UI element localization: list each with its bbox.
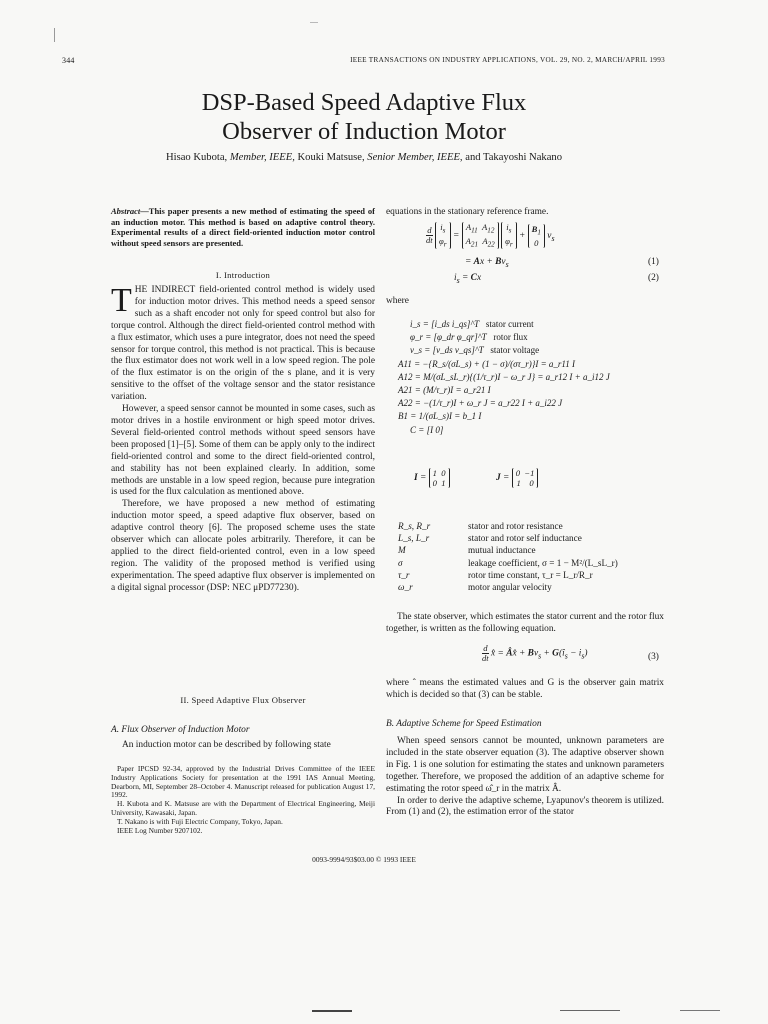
author-2-role: Senior Member, IEEE,: [367, 152, 463, 163]
equation-1-compact: = $Ax + Bv_s$: [465, 257, 509, 269]
equation-2-number: (2): [648, 273, 659, 283]
adaptive-paragraph-1: When speed sensors cannot be mounted, unknown parameters are included in the state observer equation (3). The adaptive observer shown in Fig. 1 is one solution for estimating the states and unknown parameters together. Therefore, we proposed the addition of an adaptive scheme for estimating the rotor speed ω̂_r in the matrix Â.: [386, 736, 664, 794]
def-stator-voltage: v_s = [v_ds v_qs]^T stator voltage: [410, 345, 540, 356]
def-C: C = [I 0]: [410, 424, 444, 435]
author-1: Hisao Kubota,: [165, 152, 228, 163]
symbol-angular-velocity: ω_r motor angular velocity: [398, 582, 552, 593]
abstract-text: —This paper presents a new method of estimating the speed of an induction motor. This method is based on adaptive control theory. Experimental results of a direct field-oriented induction motor control without speed sensors are presented.: [111, 206, 375, 248]
def-A12: A12 = M/(σL_sL_r){(1/τ_r)I − ω_r J} = a_r12 I + a_i12 J: [398, 371, 610, 382]
copyright-line: 0093-9994/93$03.00 © 1993 IEEE: [312, 855, 416, 864]
def-rotor-flux: φ_r = [φ_dr φ_qr]^T rotor flux: [410, 332, 528, 343]
subsection-b-heading: B. Adaptive Scheme for Speed Estimation: [386, 719, 542, 729]
def-A21: A21 = (M/τ_r)I = a_r21 I: [398, 385, 491, 396]
symbol-time-constant: τ_r rotor time constant, τ_r = L_r/R_r: [398, 569, 593, 580]
equation-2: $i_s = Cx$: [454, 273, 482, 285]
def-B1: B1 = 1/(σL_s)I = b_1 I: [398, 411, 482, 422]
symbol-list: [398, 520, 666, 593]
equation-1-number: (1): [648, 257, 659, 267]
rotation-matrix: J = 0 −1 1 0: [496, 468, 538, 488]
abstract-label: Abstract: [111, 206, 141, 216]
equation-3-number: (3): [648, 652, 659, 662]
equation-1: $\frac{d}{dt}$ $i_s$ $\varphi_r = A_{11}$ $A_{12}$ $A_{21}$ $A_{22}$ $i_s$ $\varphi_r + B_1$ 0 $v_s$: [426, 222, 555, 249]
def-stator-current: i_s = [i_ds i_qs]^T stator current: [410, 319, 534, 329]
subsection-a-heading: A. Flux Observer of Induction Motor: [111, 725, 250, 735]
footnote-4: IEEE Log Number 9207102.: [117, 825, 203, 835]
symbol-resistance: R_s, R_r stator and rotor resistance: [398, 521, 563, 531]
symbol-inductance: L_s, L_r stator and rotor self inductance: [398, 533, 582, 544]
system-matrix: $A_{11}$ $A_{12}$ $A_{21}$ $A_{22}$: [462, 222, 499, 249]
intro-paragraph-3: Therefore, we have proposed a new method of estimating induction motor speed, a speed adaptive flux observer, based on adaptive control theory [6]. The proposed scheme uses the state observer which can allocate poles arbitrarily. Therefore, it can be applied to the direct field-oriented control, even in a low speed region. The validity of the proposed method is verified using experimentation. The speed adaptive flux observer is implemented on a digital signal processor (DSP: NEC μPD77230).: [111, 499, 375, 593]
adaptive-paragraph-2: In order to derive the adaptive scheme, Lyapunov's theorem is utilized. From (1) and (2), the estimation error of the stator: [386, 795, 664, 818]
subsection-b-body: [386, 736, 664, 819]
running-header: IEEE TRANSACTIONS ON INDUSTRY APPLICATIONS, VOL. 29, NO. 2, MARCH/APRIL 1993: [350, 56, 665, 64]
observer-gain-paragraph: where ˆ means the estimated values and G is the observer gain matrix which is decided so that (3) can be stable.: [386, 678, 664, 700]
scan-mark: [560, 1010, 620, 1011]
footnote: [111, 765, 375, 835]
where-label: where: [386, 296, 409, 306]
equation-3: $\frac{d}{dt}$ x̂ = Âx̂ + $Bv_s$ + $G(î_s - i_s)$: [482, 643, 588, 663]
derivative-operator: $\frac{d}{dt}$: [426, 225, 433, 246]
variable-definitions: [398, 318, 670, 437]
subsection-a-body: [111, 740, 375, 752]
state-vector: $i_s$ $\varphi_r$: [435, 222, 451, 249]
def-A11: A11 = −{R_s/(σL_s) + (1 − σ)/(στ_r)}I = a_r11 I: [398, 358, 576, 369]
intro-paragraph-1: THE INDIRECT field-oriented control method is widely used for induction motor drives. This method needs a speed sensor such as a shaft encoder not only for speed control but also for torque control. Although the direct field-oriented control method with a flux estimator, which uses a pure integrator, does not need the speed sensor for torque control, this method is not practical. This is because the flux estimator does not work well in a low speed region. The pole of the flux estimator is on the origin of the s plane, and it is very sensitive to the offset of the voltage sensor and the stator resistance variation.: [111, 282, 375, 403]
author-1-role: Member, IEEE,: [229, 152, 295, 163]
scan-mark: [54, 28, 55, 42]
scan-mark: [680, 1010, 720, 1011]
scan-mark: [310, 22, 318, 23]
input-matrix: $B_1$ 0: [528, 224, 545, 248]
page-number: 344: [62, 56, 75, 65]
observer-paragraph: The state observer, which estimates the stator current and the rotor flux together, is written as the following equation.: [386, 612, 664, 634]
scan-mark: [312, 1010, 352, 1012]
author-line: [62, 152, 666, 163]
paper-title: [62, 88, 666, 146]
footnote-3: T. Nakano is with Fuji Electric Company, Tokyo, Japan.: [117, 816, 283, 826]
footnote-2: H. Kubota and K. Matsuse are with the Department of Electrical Engineering, Meiji University, Kawasaki, Japan.: [111, 799, 375, 817]
author-3: and Takayoshi Nakano: [465, 152, 562, 163]
author-2: Kouki Matsuse,: [297, 152, 365, 163]
title-line-2: Observer of Induction Motor: [222, 118, 506, 145]
section-1-body: [111, 282, 375, 595]
title-line-1: DSP-Based Speed Adaptive Flux: [201, 89, 527, 116]
subsection-a-paragraph: An induction motor can be described by following state: [122, 740, 331, 750]
drop-cap: T: [111, 282, 132, 319]
intro-paragraph-2: However, a speed sensor cannot be mounted in some cases, such as motor drives in a hostile environment or high speed motor drives. Several field-oriented control methods without speed sensors have been proposed [1]–[5]. Some of them can be apply only to the indirect field-oriented control and some to the direct field-oriented control, and stability has not been explained clearly. In addition, some methods are unstable in a low speed region, because pure integration is used for the flux calculation as mentioned above.: [111, 404, 375, 498]
footnote-1: Paper IPCSD 92-34, approved by the Industrial Drives Committee of the IEEE Industry Applications Society for presentation at the 1991 IAS Annual Meeting, Dearborn, MI, September 28–October 4. Manuscript released for publication August 17, 1992.: [111, 764, 375, 800]
symbol-mutual: M mutual inductance: [398, 545, 536, 556]
section-2-heading: II. Speed Adaptive Flux Observer: [180, 695, 306, 705]
state-equation-intro: equations in the stationary reference frame.: [386, 207, 549, 217]
identity-matrix: I = 1 0 0 1: [414, 468, 450, 488]
abstract: [111, 206, 375, 248]
symbol-leakage: σ leakage coefficient, σ = 1 − M²/(L_sL_r): [398, 557, 618, 568]
state-vector: $i_s$ $\varphi_r$: [501, 222, 517, 249]
def-A22: A22 = −(1/τ_r)I + ω_r J = a_r22 I + a_i22 J: [398, 398, 563, 409]
section-1-heading: I. Introduction: [215, 270, 271, 280]
